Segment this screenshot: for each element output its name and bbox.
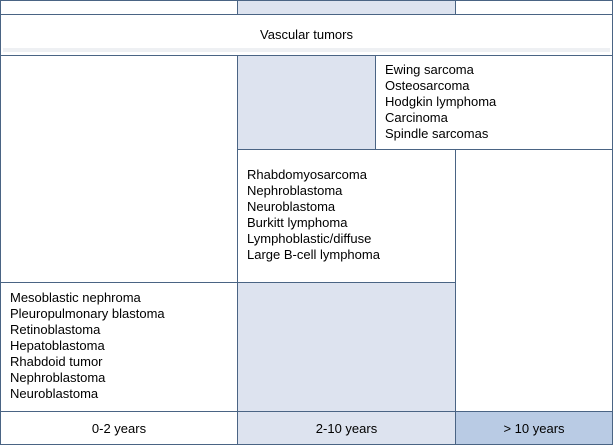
- list-item: Neuroblastoma: [247, 199, 336, 214]
- list-item: Spindle sarcomas: [385, 126, 489, 141]
- list-item: Hepatoblastoma: [10, 338, 105, 353]
- age-label-0-2: [0, 411, 238, 445]
- age-label-text: 0-2 years: [91, 420, 147, 436]
- list-item: Mesoblastic nephroma: [10, 290, 141, 305]
- age-label-over-10: [455, 411, 613, 445]
- age-label-2-10: [237, 411, 456, 445]
- banner-text: Vascular tumors: [260, 27, 353, 42]
- list-item: Rhabdomyosarcoma: [247, 167, 367, 182]
- list-item: Osteosarcoma: [385, 78, 470, 93]
- list-item: Neuroblastoma: [10, 386, 99, 401]
- list-item: Burkitt lymphoma: [247, 215, 348, 230]
- right-empty-cell: [455, 149, 613, 412]
- list-item: Retinoblastoma: [10, 322, 101, 337]
- top-strip-middle: [237, 0, 456, 15]
- age-label-text: 2-10 years: [315, 420, 378, 436]
- list-item: Nephroblastoma: [247, 183, 343, 198]
- list-item: Carcinoma: [385, 110, 448, 125]
- list-item: Hodgkin lymphoma: [385, 94, 497, 109]
- vascular-tumors-banner: [0, 14, 613, 56]
- list-item: Large B-cell lymphoma: [247, 247, 380, 262]
- infant-tumor-list: [10, 290, 165, 402]
- adolescent-tumor-list: [385, 62, 496, 142]
- top-strip-left: [0, 0, 238, 15]
- top-strip-right: [455, 0, 613, 15]
- childhood-tumor-list: [247, 167, 380, 263]
- middle-shaded-bottom: [237, 282, 456, 412]
- list-item: Nephroblastoma: [10, 370, 106, 385]
- age-label-text: > 10 years: [503, 420, 565, 436]
- list-item: Lymphoblastic/diffuse: [247, 231, 372, 246]
- list-item: Rhabdoid tumor: [10, 354, 103, 369]
- middle-shaded-top: [237, 55, 376, 150]
- list-item: Pleuropulmonary blastoma: [10, 306, 165, 321]
- list-item: Ewing sarcoma: [385, 62, 474, 77]
- left-empty-cell: [0, 55, 238, 283]
